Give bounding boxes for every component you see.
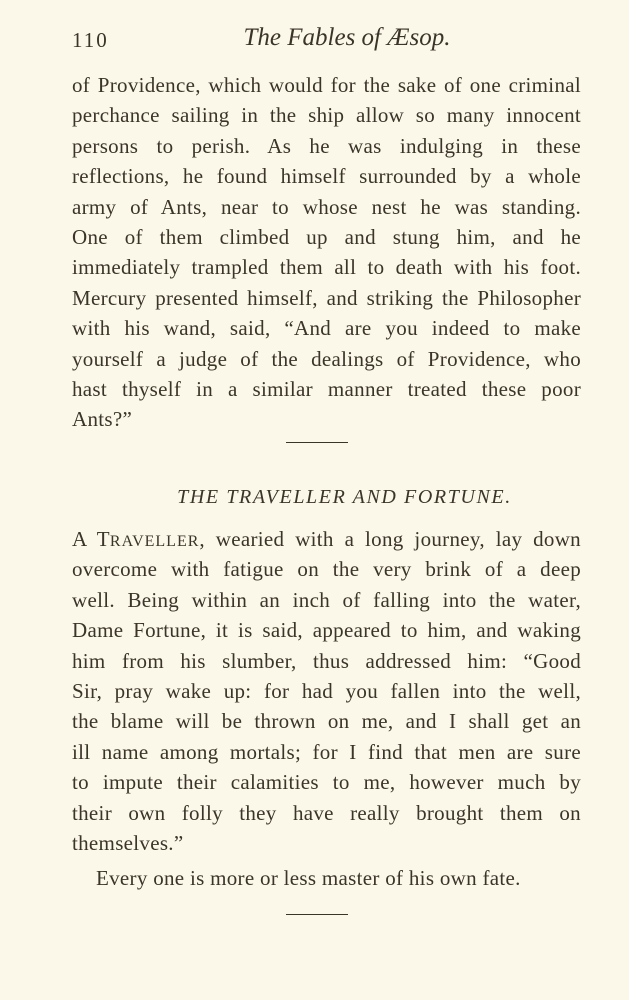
text-line: immediately trampled them all to death with his foot. [72, 255, 581, 280]
text-line: him from his slumber, thus addressed him: “Good [72, 648, 581, 673]
running-head [72, 24, 582, 58]
text-line: hast thyself in a similar manner treated these poor [72, 376, 581, 401]
text-line: Dame Fortune, it is said, appeared to him, and waking [72, 618, 581, 643]
fable-body [72, 524, 581, 858]
text-line: ill name among mortals; for I find that men are sure [72, 739, 581, 764]
text-line: Mercury presented himself, and striking the Philosopher [72, 285, 581, 310]
text-line: reflections, he found himself surrounded by a whole [72, 164, 581, 189]
text-line: perchance sailing in the ship allow so many innocent [72, 103, 581, 128]
text-line: well. Being within an inch of falling into the water, [72, 587, 581, 612]
text-line: to impute their calamities to me, however much by [72, 770, 581, 795]
text-line: yourself a judge of the dealings of Providence, who [72, 346, 581, 371]
text-line: army of Ants, near to whose nest he was standing. [72, 194, 581, 219]
fable-title: THE TRAVELLER AND FORTUNE. [177, 486, 512, 508]
dropcap-start: A T [72, 527, 110, 551]
text-line: the blame will be thrown on me, and I shall get an [72, 709, 581, 734]
page-number: 110 [72, 28, 109, 52]
book-title: The Fables of Æsop. [243, 24, 451, 51]
small-caps-word: RAVELLER [109, 533, 200, 550]
text-line: persons to perish. As he was indulging in these [72, 133, 581, 158]
text-line: their own folly they have really brought them on [72, 800, 581, 825]
opening-line-rest: , wearied with a long journey, lay down [199, 527, 581, 551]
text-line: with his wand, said, “And are you indeed to make [72, 316, 581, 341]
passage-continued [72, 70, 581, 435]
text-line: Ants?” [72, 407, 133, 432]
text-line-opening [72, 524, 581, 554]
text-line: One of them climbed up and stung him, and he [72, 224, 581, 249]
text-line: of Providence, which would for the sake of one criminal [72, 73, 581, 97]
text-line: themselves.” [72, 830, 184, 855]
text-line: Sir, pray wake up: for had you fallen into the well, [72, 678, 581, 703]
fable-moral: Every one is more or less master of his own fate. [96, 866, 521, 890]
section-divider [286, 442, 348, 443]
text-line: overcome with fatigue on the very brink of a deep [72, 557, 581, 582]
section-divider [286, 914, 348, 915]
